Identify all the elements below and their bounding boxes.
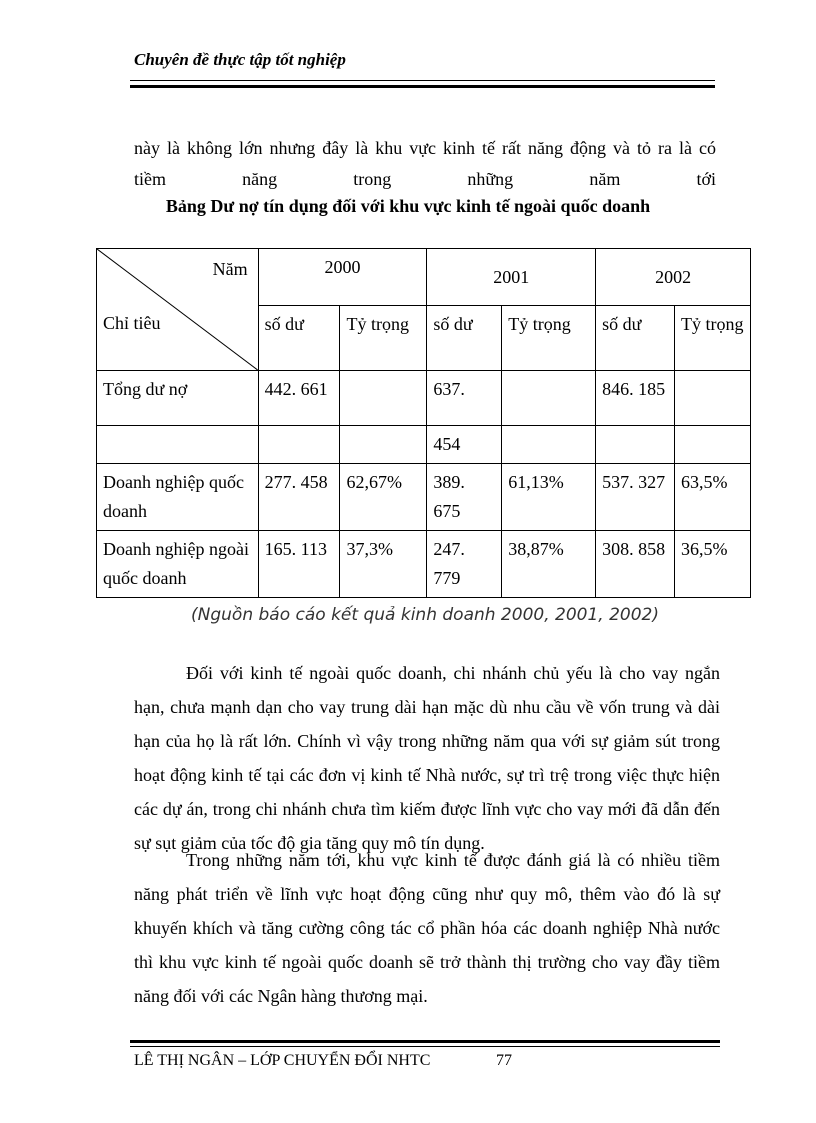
intro-word: trong (353, 169, 392, 189)
diag-year-label: Năm (212, 259, 248, 279)
table-row (97, 371, 751, 426)
table-cell: 36,5% (675, 531, 751, 598)
intro-word: tới (696, 169, 716, 189)
table-cell: 454 (427, 426, 502, 464)
footer-author: LÊ THỊ NGÂN – LỚP CHUYỂN ĐỔI NHTC (134, 1052, 431, 1069)
table-cell: 165. 113 (258, 531, 340, 598)
table-cell: 389. 675 (427, 464, 502, 531)
subheader-cell: Tỷ trọng (502, 306, 596, 371)
subheader-cell: số dư (258, 306, 340, 371)
table-cell (675, 371, 751, 426)
table-source-note: (Nguồn báo cáo kết quả kinh doanh 2000, 2001, 2002) (191, 605, 659, 625)
table-cell (502, 426, 596, 464)
table-cell: 537. 327 (596, 464, 675, 531)
table-title: Bảng Dư nợ tín dụng đối với khu vực kinh tế ngoài quốc doanh (165, 196, 651, 216)
body-paragraph (134, 843, 720, 1013)
table-cell: 61,13% (502, 464, 596, 531)
table-row (97, 464, 751, 531)
header-rule-thick (130, 85, 715, 88)
table-cell (675, 426, 751, 464)
intro-word: năm (589, 169, 621, 189)
row-label: Doanh nghiệp quốc doanh (97, 464, 259, 531)
row-label: Doanh nghiệp ngoài quốc doanh (97, 531, 259, 598)
paragraph-text: Đối với kinh tế ngoài quốc doanh, chi nhánh chủ yếu là cho vay ngắn hạn, chưa mạnh dạn cho vay trung dài hạn mặc dù nhu cầu về vốn trung và dài hạn của họ là rất lớn. Chính vì vậy trong những năm qua với sự giảm sút trong hoạt động kinh tế tại các đơn vị kinh tế Nhà nước, sự trì trệ trong việc thực hiện các dự án, trong chi nhánh chưa tìm kiếm được lĩnh vực cho vay mới đã dẫn đến sự sụt giảm của tốc độ gia tăng quy mô tín dụng. (134, 663, 720, 853)
paragraph-text: Trong những năm tới, khu vực kinh tế được đánh giá là có nhiều tiềm năng phát triển về lĩnh vực hoạt động cũng như quy mô, thêm vào đó là sự khuyến khích và tăng cường công tác cổ phần hóa các doanh nghiệp Nhà nước thì khu vực kinh tế ngoài quốc doanh sẽ trở thành thị trường cho vay đầy tiềm năng đối với các Ngân hàng thương mại. (134, 850, 720, 1006)
intro-word: tiềm (134, 169, 166, 189)
row-label: Tổng dư nợ (97, 371, 259, 426)
intro-line-2 (134, 164, 716, 195)
table-cell: 37,3% (340, 531, 427, 598)
footer-rule-thick (130, 1040, 720, 1043)
credit-table (96, 248, 751, 598)
table-header-row (97, 249, 751, 306)
table-cell: 63,5% (675, 464, 751, 531)
table-cell (502, 371, 596, 426)
running-header: Chuyên đề thực tập tốt nghiệp (134, 50, 346, 69)
subheader-cell: Tỷ trọng (675, 306, 751, 371)
diag-criteria-label: Chỉ tiêu (103, 313, 161, 333)
table-cell: 442. 661 (258, 371, 340, 426)
table-row (97, 426, 751, 464)
year-header: 2001 (427, 249, 596, 306)
intro-paragraph (134, 133, 716, 195)
subheader-cell: Tỷ trọng (340, 306, 427, 371)
year-header: 2000 (258, 249, 427, 306)
footer-rule (130, 1046, 720, 1047)
table-cell: 38,87% (502, 531, 596, 598)
table-cell: 277. 458 (258, 464, 340, 531)
year-header: 2002 (596, 249, 751, 306)
table-cell: 308. 858 (596, 531, 675, 598)
table-cell (340, 371, 427, 426)
body-paragraph (134, 656, 720, 860)
table-row (97, 531, 751, 598)
table-cell: 247. 779 (427, 531, 502, 598)
table-cell (596, 426, 675, 464)
intro-word: năng (242, 169, 278, 189)
subheader-cell: số dư (427, 306, 502, 371)
table-cell: 637. (427, 371, 502, 426)
subheader-cell: số dư (596, 306, 675, 371)
page-number: 77 (496, 1052, 512, 1069)
table-cell: 846. 185 (596, 371, 675, 426)
intro-line-1: này là không lớn nhưng đây là khu vực kinh tế rất năng động và tỏ ra là có (134, 138, 716, 158)
row-label (97, 426, 259, 464)
intro-word: những (467, 169, 514, 189)
diagonal-header-cell (97, 249, 259, 371)
table-cell (340, 426, 427, 464)
table-cell (258, 426, 340, 464)
table-cell: 62,67% (340, 464, 427, 531)
header-rule (130, 80, 715, 81)
